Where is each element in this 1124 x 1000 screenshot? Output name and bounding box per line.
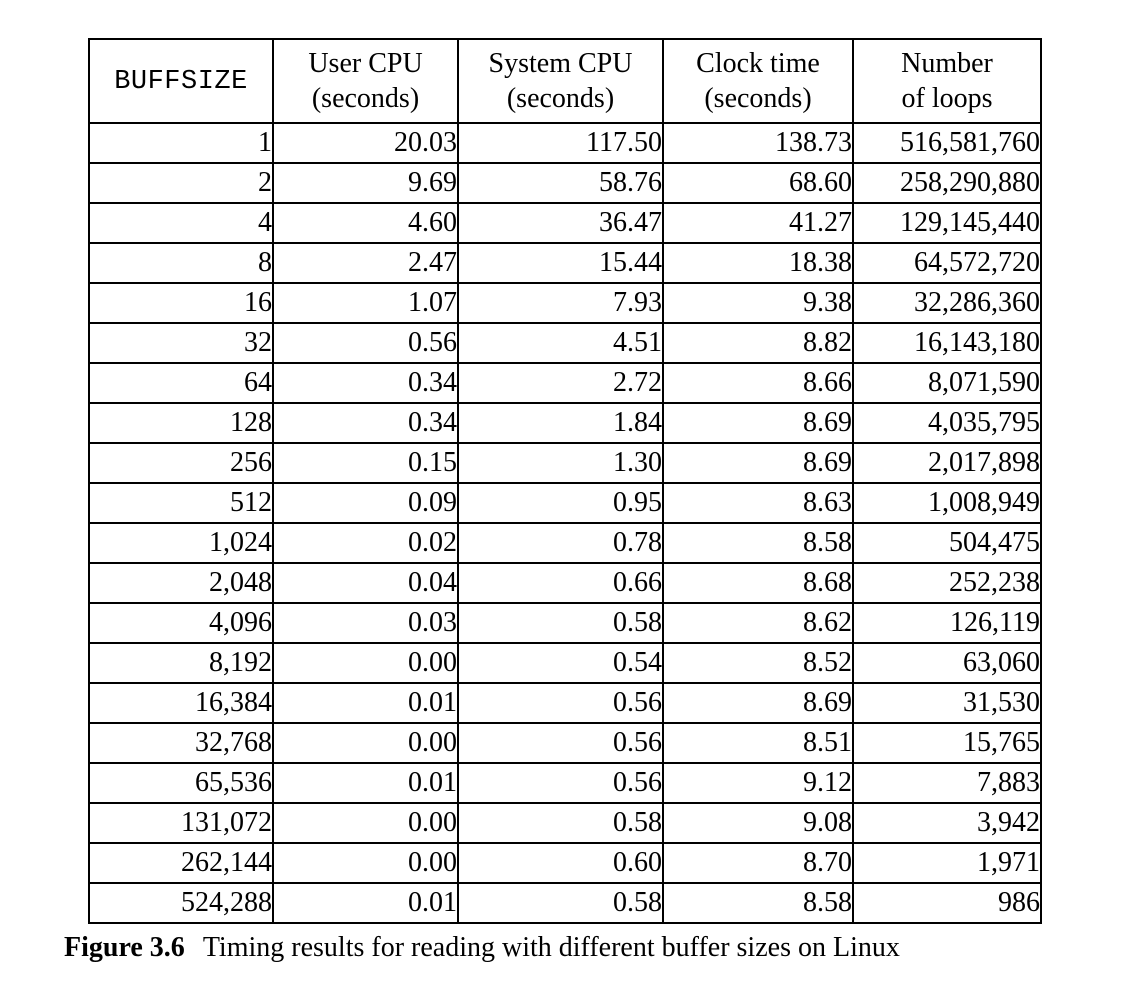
cell-system-cpu: 58.76 <box>458 163 663 203</box>
cell-user-cpu: 0.00 <box>273 843 458 883</box>
cell-clock-time: 41.27 <box>663 203 853 243</box>
cell-buffsize: 2,048 <box>89 563 273 603</box>
cell-clock-time: 18.38 <box>663 243 853 283</box>
cell-clock-time: 8.62 <box>663 603 853 643</box>
cell-user-cpu: 0.03 <box>273 603 458 643</box>
table-row <box>89 363 1041 403</box>
cell-system-cpu: 0.66 <box>458 563 663 603</box>
table-row <box>89 683 1041 723</box>
col-header-buffsize-label: BUFFSIZE <box>114 67 248 97</box>
cell-buffsize: 8 <box>89 243 273 283</box>
cell-clock-time: 9.12 <box>663 763 853 803</box>
cell-loops: 4,035,795 <box>853 403 1041 443</box>
cell-buffsize: 262,144 <box>89 843 273 883</box>
cell-buffsize: 16 <box>89 283 273 323</box>
cell-buffsize: 1 <box>89 123 273 163</box>
cell-clock-time: 9.38 <box>663 283 853 323</box>
table-row <box>89 803 1041 843</box>
col-header-clock-time-line2: (seconds) <box>704 83 812 114</box>
cell-user-cpu: 2.47 <box>273 243 458 283</box>
cell-buffsize: 8,192 <box>89 643 273 683</box>
cell-clock-time: 8.58 <box>663 883 853 923</box>
cell-clock-time: 138.73 <box>663 123 853 163</box>
cell-system-cpu: 0.78 <box>458 523 663 563</box>
cell-loops: 258,290,880 <box>853 163 1041 203</box>
cell-user-cpu: 0.15 <box>273 443 458 483</box>
cell-buffsize: 4,096 <box>89 603 273 643</box>
cell-loops: 32,286,360 <box>853 283 1041 323</box>
cell-system-cpu: 15.44 <box>458 243 663 283</box>
cell-loops: 252,238 <box>853 563 1041 603</box>
col-header-loops-line2: of loops <box>901 83 993 114</box>
cell-loops: 129,145,440 <box>853 203 1041 243</box>
cell-buffsize: 128 <box>89 403 273 443</box>
cell-user-cpu: 0.01 <box>273 763 458 803</box>
table-row <box>89 723 1041 763</box>
cell-buffsize: 1,024 <box>89 523 273 563</box>
cell-user-cpu: 1.07 <box>273 283 458 323</box>
col-header-system-cpu-line2: (seconds) <box>506 83 615 114</box>
cell-loops: 516,581,760 <box>853 123 1041 163</box>
cell-buffsize: 524,288 <box>89 883 273 923</box>
figure-caption-number: Figure 3.6 <box>64 932 185 963</box>
table-row <box>89 603 1041 643</box>
cell-user-cpu: 0.01 <box>273 883 458 923</box>
cell-system-cpu: 0.58 <box>458 803 663 843</box>
cell-system-cpu: 0.56 <box>458 723 663 763</box>
cell-buffsize: 32 <box>89 323 273 363</box>
col-header-loops-line1: Number <box>901 48 993 79</box>
cell-system-cpu: 0.60 <box>458 843 663 883</box>
cell-clock-time: 9.08 <box>663 803 853 843</box>
cell-clock-time: 8.69 <box>663 683 853 723</box>
cell-loops: 31,530 <box>853 683 1041 723</box>
cell-system-cpu: 7.93 <box>458 283 663 323</box>
col-header-user-cpu-line1: User CPU <box>308 48 423 79</box>
table-row <box>89 283 1041 323</box>
cell-user-cpu: 0.34 <box>273 403 458 443</box>
col-header-system-cpu <box>458 39 663 123</box>
cell-system-cpu: 1.84 <box>458 403 663 443</box>
cell-buffsize: 65,536 <box>89 763 273 803</box>
cell-buffsize: 512 <box>89 483 273 523</box>
cell-system-cpu: 0.95 <box>458 483 663 523</box>
cell-user-cpu: 0.04 <box>273 563 458 603</box>
cell-loops: 2,017,898 <box>853 443 1041 483</box>
cell-loops: 8,071,590 <box>853 363 1041 403</box>
cell-clock-time: 8.63 <box>663 483 853 523</box>
table-row <box>89 123 1041 163</box>
cell-loops: 504,475 <box>853 523 1041 563</box>
table-row <box>89 883 1041 923</box>
table-row <box>89 443 1041 483</box>
cell-buffsize: 32,768 <box>89 723 273 763</box>
cell-loops: 16,143,180 <box>853 323 1041 363</box>
cell-buffsize: 131,072 <box>89 803 273 843</box>
table-row <box>89 523 1041 563</box>
cell-clock-time: 8.51 <box>663 723 853 763</box>
table-row <box>89 843 1041 883</box>
cell-user-cpu: 0.01 <box>273 683 458 723</box>
cell-buffsize: 16,384 <box>89 683 273 723</box>
cell-clock-time: 68.60 <box>663 163 853 203</box>
cell-loops: 64,572,720 <box>853 243 1041 283</box>
cell-system-cpu: 4.51 <box>458 323 663 363</box>
cell-user-cpu: 9.69 <box>273 163 458 203</box>
figure-caption <box>64 932 900 964</box>
table-row <box>89 643 1041 683</box>
col-header-clock-time <box>663 39 853 123</box>
cell-user-cpu: 0.00 <box>273 643 458 683</box>
col-header-buffsize <box>89 39 273 123</box>
cell-loops: 15,765 <box>853 723 1041 763</box>
cell-system-cpu: 36.47 <box>458 203 663 243</box>
table-row <box>89 483 1041 523</box>
cell-system-cpu: 0.56 <box>458 763 663 803</box>
cell-clock-time: 8.58 <box>663 523 853 563</box>
cell-user-cpu: 0.02 <box>273 523 458 563</box>
cell-clock-time: 8.68 <box>663 563 853 603</box>
header-row <box>89 39 1041 123</box>
cell-user-cpu: 0.00 <box>273 723 458 763</box>
cell-buffsize: 64 <box>89 363 273 403</box>
table-row <box>89 563 1041 603</box>
cell-system-cpu: 0.56 <box>458 683 663 723</box>
cell-clock-time: 8.69 <box>663 443 853 483</box>
table-row <box>89 203 1041 243</box>
cell-system-cpu: 0.58 <box>458 883 663 923</box>
table-row <box>89 403 1041 443</box>
cell-loops: 3,942 <box>853 803 1041 843</box>
cell-clock-time: 8.69 <box>663 403 853 443</box>
cell-loops: 986 <box>853 883 1041 923</box>
col-header-loops <box>853 39 1041 123</box>
col-header-clock-time-line1: Clock time <box>696 48 820 79</box>
cell-system-cpu: 0.54 <box>458 643 663 683</box>
table-row <box>89 243 1041 283</box>
cell-clock-time: 8.70 <box>663 843 853 883</box>
cell-buffsize: 4 <box>89 203 273 243</box>
table-row <box>89 323 1041 363</box>
cell-system-cpu: 1.30 <box>458 443 663 483</box>
table-row <box>89 763 1041 803</box>
cell-loops: 1,008,949 <box>853 483 1041 523</box>
timing-results-table <box>88 38 1042 924</box>
cell-system-cpu: 117.50 <box>458 123 663 163</box>
cell-loops: 1,971 <box>853 843 1041 883</box>
cell-user-cpu: 0.56 <box>273 323 458 363</box>
col-header-user-cpu-line2: (seconds) <box>311 83 420 114</box>
table-row <box>89 163 1041 203</box>
cell-system-cpu: 2.72 <box>458 363 663 403</box>
table-body <box>89 123 1041 923</box>
figure-caption-text: Timing results for reading with different buffer sizes on Linux <box>202 932 900 963</box>
cell-user-cpu: 20.03 <box>273 123 458 163</box>
table-header <box>89 39 1041 123</box>
cell-buffsize: 2 <box>89 163 273 203</box>
cell-loops: 126,119 <box>853 603 1041 643</box>
cell-user-cpu: 0.34 <box>273 363 458 403</box>
cell-clock-time: 8.66 <box>663 363 853 403</box>
col-header-system-cpu-line1: System CPU <box>488 48 633 79</box>
cell-user-cpu: 4.60 <box>273 203 458 243</box>
cell-user-cpu: 0.00 <box>273 803 458 843</box>
cell-clock-time: 8.82 <box>663 323 853 363</box>
cell-buffsize: 256 <box>89 443 273 483</box>
cell-system-cpu: 0.58 <box>458 603 663 643</box>
cell-loops: 63,060 <box>853 643 1041 683</box>
cell-clock-time: 8.52 <box>663 643 853 683</box>
col-header-user-cpu <box>273 39 458 123</box>
cell-loops: 7,883 <box>853 763 1041 803</box>
cell-user-cpu: 0.09 <box>273 483 458 523</box>
